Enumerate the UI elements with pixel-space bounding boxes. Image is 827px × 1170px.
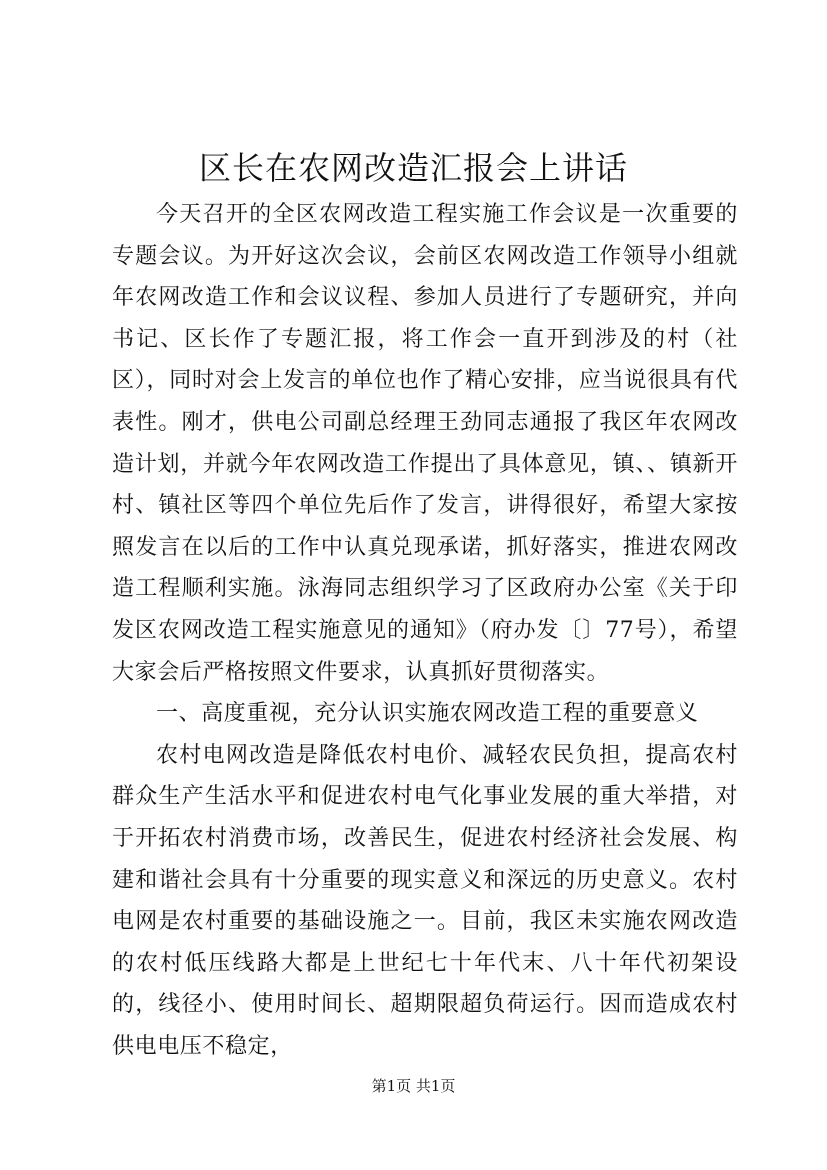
section-heading-1: 一、高度重视，充分认识实施农网改造工程的重要意义 [156,701,699,727]
paragraph-rural-grid: 农村电网改造是降低农村电价、减轻农民负担，提高农村群众生产生活水平和促进农村电气化事业发展的重大举措，对于开拓农村消费市场，改善民生，促进农村经济社会发展、构建和谐社会具有十分重要的现实意义和深远的历史意义。农村电网是农村重要的基础设施之一。目前，我区未实施农网改造的农村低压线路大都是上世纪七十年代末、八十年代初架设的，线径小、使用时间长、超期限超负荷运行。因而造成农村供电电压不稳定， [112,742,738,1059]
page-footer: 第1页 共1页 [371,1077,456,1095]
document-body [112,194,738,1067]
paragraph-intro: 今天召开的全区农网改造工程实施工作会议是一次重要的专题会议。为开好这次会议，会前区农网改造工作领导小组就年农网改造工作和会议议程、参加人员进行了专题研究，并向书记、区长作了专题汇报，将工作会一直开到涉及的村（社区），同时对会上发言的单位也作了精心安排，应当说很具有代表性。刚才，供电公司副总经理王劲同志通报了我区年农网改造计划，并就今年农网改造工作提出了具体意见，镇、、镇新开村、镇社区等四个单位先后作了发言，讲得很好，希望大家按照发言在以后的工作中认真兑现承诺，抓好落实，推进农网改造工程顺利实施。泳海同志组织学习了区政府办公室《关于印发区农网改造工程实施意见的通知》（府办发〔〕77号），希望大家会后严格按照文件要求，认真抓好贯彻落实。 [112,202,738,685]
document-title: 区长在农网改造汇报会上讲话 [198,149,628,187]
